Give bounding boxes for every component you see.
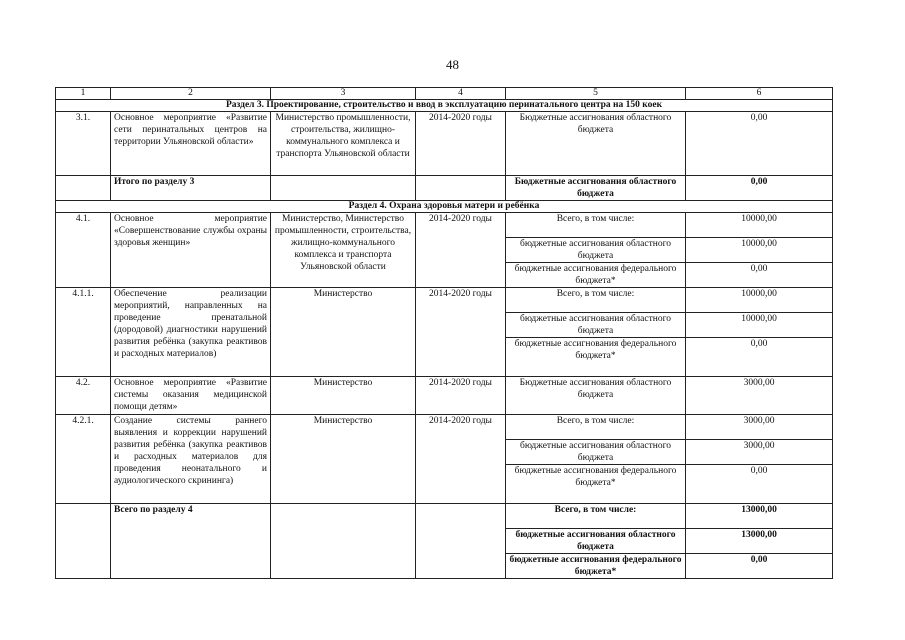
total-amount: 13000,00 bbox=[686, 528, 832, 553]
row-name: Обеспечение реализации мероприятий, направленных на проведение пренатальной (дородовой) диагностики нарушений развития ребёнка (закупка реактивов и расходных материалов) bbox=[111, 288, 271, 377]
row-number: 3.1. bbox=[56, 112, 111, 176]
table-row bbox=[56, 288, 833, 377]
column-number: 1 bbox=[56, 88, 111, 100]
table-row bbox=[56, 377, 833, 415]
table-row bbox=[56, 415, 833, 504]
table-row bbox=[56, 213, 833, 288]
row-amount: 10000,00 bbox=[686, 312, 832, 337]
section-total-row bbox=[56, 504, 833, 579]
row-amount: 3000,00 bbox=[743, 416, 775, 426]
column-number: 5 bbox=[506, 88, 686, 100]
budget-table bbox=[55, 87, 833, 579]
row-amount: 10000,00 bbox=[741, 214, 777, 224]
total-source: бюджетные ассигнования федерального бюджета* bbox=[506, 553, 685, 578]
row-name: Создание системы раннего выявления и коррекции нарушений развития ребёнка (закупка реактивов и расходных материалов для проведения неонатального и аудиологического скрининга) bbox=[111, 415, 271, 504]
row-source: Всего, в том числе: bbox=[556, 214, 635, 224]
column-number: 2 bbox=[111, 88, 271, 100]
row-executor: Министерство промышленности, строительства, жилищно-коммунального комплекса и транспорта Ульяновской области bbox=[271, 112, 416, 176]
total-amount: 0,00 bbox=[686, 176, 833, 201]
row-amount: 3000,00 bbox=[686, 377, 833, 415]
row-amount: 0,00 bbox=[686, 464, 832, 503]
section-title-row bbox=[56, 100, 833, 112]
row-executor: Министерство, Министерство промышленности, строительства, жилищно-коммунального комплекса и транспорта Ульяновской области bbox=[271, 213, 416, 288]
row-number: 4.1.1. bbox=[56, 288, 111, 377]
row-source: бюджетные ассигнования областного бюджета bbox=[506, 237, 685, 262]
total-source: бюджетные ассигнования областного бюджета bbox=[506, 528, 685, 553]
column-number: 3 bbox=[271, 88, 416, 100]
row-number: 4.1. bbox=[56, 213, 111, 288]
row-name: Основное мероприятие «Развитие системы оказания медицинской помощи детям» bbox=[111, 377, 271, 415]
row-source: бюджетные ассигнования федерального бюджета* bbox=[506, 262, 685, 287]
column-number: 4 bbox=[416, 88, 506, 100]
row-source: Бюджетные ассигнования областного бюджета bbox=[506, 112, 686, 176]
row-source: бюджетные ассигнования областного бюджета bbox=[506, 439, 685, 464]
total-amount: 0,00 bbox=[686, 553, 832, 578]
column-number: 6 bbox=[686, 88, 833, 100]
row-number: 4.2.1. bbox=[56, 415, 111, 504]
table-row bbox=[56, 112, 833, 176]
row-period: 2014-2020 годы bbox=[416, 415, 506, 504]
section-total-row bbox=[56, 176, 833, 201]
row-name: Основное мероприятие «Развитие сети перинатальных центров на территории Ульяновской области» bbox=[111, 112, 271, 176]
row-source: Бюджетные ассигнования областного бюджета bbox=[506, 377, 686, 415]
total-source: Всего, в том числе: bbox=[554, 505, 637, 515]
row-period: 2014-2020 годы bbox=[416, 377, 506, 415]
row-period: 2014-2020 годы bbox=[416, 112, 506, 176]
total-amount: 13000,00 bbox=[741, 505, 777, 515]
row-period: 2014-2020 годы bbox=[416, 288, 506, 377]
page-number: 48 bbox=[446, 57, 459, 72]
total-source: Бюджетные ассигнования областного бюджета bbox=[506, 176, 686, 201]
row-executor: Министерство bbox=[271, 288, 416, 377]
column-numbers-row bbox=[56, 88, 833, 100]
section-4-title: Раздел 4. Охрана здоровья матери и ребёнка bbox=[56, 201, 833, 213]
row-period: 2014-2020 годы bbox=[416, 213, 506, 288]
row-amount: 10000,00 bbox=[686, 237, 832, 262]
row-source: бюджетные ассигнования областного бюджета bbox=[506, 312, 685, 337]
section-3-title: Раздел 3. Проектирование, строительство и ввод в эксплуатацию перинатального центра на 150 коек bbox=[56, 100, 833, 112]
row-name: Основное мероприятие «Совершенствование службы охраны здоровья женщин» bbox=[111, 213, 271, 288]
row-source: Всего, в том числе: bbox=[556, 416, 635, 426]
row-amount: 3000,00 bbox=[686, 439, 832, 464]
row-amount: 10000,00 bbox=[741, 289, 777, 299]
row-executor: Министерство bbox=[271, 415, 416, 504]
row-source: Всего, в том числе: bbox=[556, 289, 635, 299]
section-title-row bbox=[56, 201, 833, 213]
row-source: бюджетные ассигнования федерального бюджета* bbox=[506, 337, 685, 376]
row-amount: 0,00 bbox=[686, 337, 832, 376]
row-executor: Министерство bbox=[271, 377, 416, 415]
row-amount: 0,00 bbox=[686, 262, 832, 287]
total-label: Всего по разделу 4 bbox=[111, 504, 271, 579]
total-label: Итого по разделу 3 bbox=[111, 176, 271, 201]
row-source: бюджетные ассигнования федерального бюджета* bbox=[506, 464, 685, 503]
row-amount: 0,00 bbox=[686, 112, 833, 176]
row-number: 4.2. bbox=[56, 377, 111, 415]
